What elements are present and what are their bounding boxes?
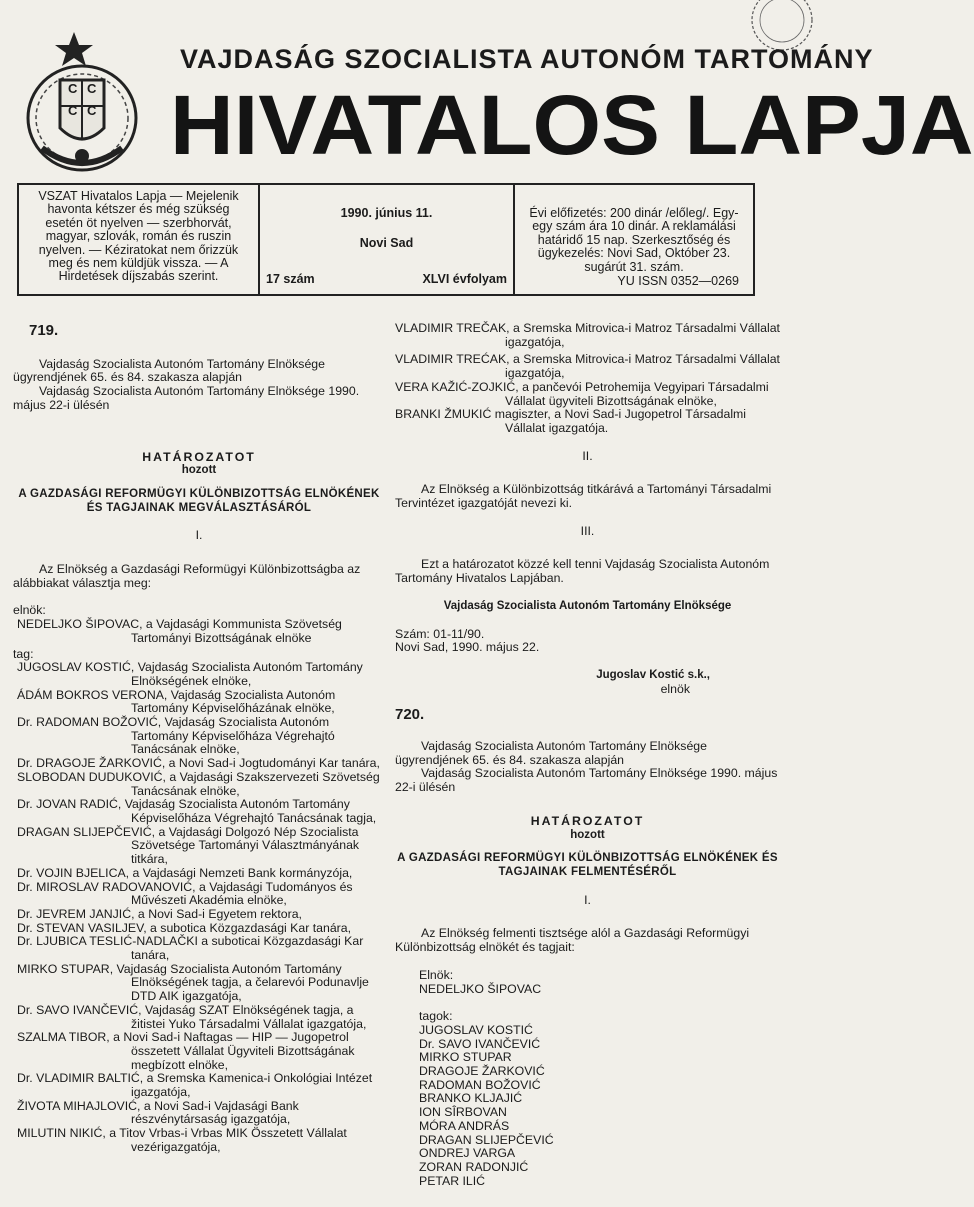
list-item: RADOMAN BOŽOVIĆ — [419, 1077, 541, 1092]
publication-info-box — [17, 183, 755, 296]
list-item: ZORAN RADONJIĆ — [419, 1159, 529, 1174]
issn-number: YU ISSN 0352—0269 — [617, 273, 739, 288]
decision-720-chair-label: Elnök: — [419, 967, 454, 982]
subscription-text: Évi előfizetés: 200 dinár /előleg/. Egy-egy szám ára 10 dinár. A reklamálási határidő 15 nap. Szerkesztőség és ügykezelés: Novi Sad, Október 23. sugárút 31. szám. — [529, 206, 739, 274]
member-entry: Dr. JEVREM JANJIĆ, a Novi Sad-i Egyetem rektora, — [17, 906, 302, 921]
signer-title: elnök — [660, 681, 690, 696]
member-entry: BRANKI ŽMUKIĆ magiszter, a Novi Sad-i Jugopetrol Társadalmi Vállalat igazgatója. — [395, 407, 747, 435]
decision-719-signature — [395, 669, 780, 696]
masthead-title: HIVATALOS LAPJA — [170, 78, 974, 172]
decision-719-heading: A GAZDASÁGI REFORMÜGYI KÜLÖNBIZOTTSÁG ELNÖKÉNEK ÉS TAGJAINAK MEGVÁLASZTÁSÁRÓL — [18, 487, 380, 514]
member-entry: JUGOSLAV KOSTIĆ, Vajdaság Szocialista Autonóm Tartomány Elnökségének elnöke, — [17, 660, 363, 688]
decision-720-member-label: tagok: — [419, 1009, 453, 1024]
decision-719-hozott: hozott — [181, 464, 217, 477]
member-entry: Dr. VOJIN BJELICA, a Vajdasági Nemzeti Bank kormányzója, — [17, 865, 353, 880]
decision-719-preamble-2: Vajdaság Szocialista Autonóm Tartomány Elnöksége 1990. május 22-i ülésén — [13, 384, 360, 412]
list-item: MIRKO STUPAR — [419, 1050, 512, 1065]
right-column — [395, 322, 780, 1188]
member-entry: DRAGAN SLIJEPČEVIĆ, a Vajdasági Dolgozó Nép Szocialista Szövetsége Tartományi Választmányának titkára, — [17, 824, 360, 867]
list-item: Dr. SAVO IVANČEVIĆ — [419, 1036, 541, 1051]
member-entry: VERA KAŽIĆ-ZOJKIĆ, a pančevói Petrohemija Vegyipari Társadalmi Vállalat ügyviteli Bizottságának elnöke, — [395, 379, 769, 408]
publication-about: VSZAT Hivatalos Lapja — Mejelenik havonta kétszer és még szükség esetén öt nyelven — szerbhorvát, magyar, szlovák, román és ruszin nyelven. — Kéziratokat nem őrizzük meg és nem küldjük vissza. — A Hirdetések díjszabás szerint. — [19, 185, 260, 294]
member-entry: VLADIMIR TREČAK, a Sremska Mitrovica-i Matroz Társadalmi Vállalat igazgatója, — [395, 321, 780, 349]
decision-719-chair: NEDELJKO ŠIPOVAC, a Vajdasági Kommunista Szövetség Tartományi Bizottságának elnöke — [17, 617, 342, 645]
decision-719-text-3: Ezt a határozatot közzé kell tenni Vajdaság Szocialista Autonóm Tartomány Hivatalos Lapjában. — [395, 557, 770, 586]
member-entry: Dr. STEVAN VASILJEV, a subotica Közgazdasági Kar tanára, — [17, 920, 352, 935]
member-entry: ŽIVOTA MIHAJLOVIĆ, a Novi Sad-i Vajdasági Bank részvénytársaság igazgatója, — [17, 1098, 299, 1127]
list-item: ONDREJ VARGA — [419, 1146, 516, 1161]
member-entry: Dr. LJUBICA TESLIĆ-NADLAČKI a suboticai Közgazdasági Kar tanára, — [17, 934, 364, 963]
member-entry: Dr. JOVAN RADIĆ, Vajdaság Szocialista Autonóm Tartomány Képviselőháza Végrehajtó Tanácsának tagja, — [17, 797, 377, 825]
decision-719-section-3: III. — [580, 523, 595, 538]
issue-date: 1990. június 11. — [340, 206, 433, 220]
masthead-top-line: VAJDASÁG SZOCIALISTA AUTONÓM TARTOMÁNY — [180, 44, 874, 74]
decision-720-section-1: I. — [584, 892, 591, 907]
member-entry: Dr. DRAGOJE ŽARKOVIĆ, a Novi Sad-i Jogtudományi Kar tanára, — [17, 756, 380, 771]
member-entry: Dr. RADOMAN BOŽOVIĆ, Vajdaság Szocialista Autonóm Tartomány Képviselőháza Végrehajtó Tanácsának elnöke, — [17, 715, 335, 757]
decision-720-preamble-1: Vajdaság Szocialista Autonóm Tartomány Elnöksége ügyrendjének 65. és 84. szakasza alapján — [395, 739, 707, 767]
member-entry: Dr. SAVO IVANČEVIĆ, Vajdaság SZAT Elnökségének tagja, a žitistei Yuko Társadalmi Vállalat igazgatója, — [17, 1002, 367, 1031]
list-item: DRAGAN SLIJEPČEVIĆ — [419, 1132, 554, 1147]
decision-720-number: 720. — [395, 706, 425, 724]
member-entry: MIRKO STUPAR, Vajdaság Szocialista Autonóm Tartomány Elnökségének tagja, a čelarevói Podunavlje DTD AIK igazgatója, — [17, 961, 369, 1004]
decision-719-intro: Az Elnökség a Gazdasági Reformügyi Különbizottságba az alábbiakat választja meg: — [13, 562, 361, 590]
decision-719-title: HATÁROZATOT — [142, 449, 256, 464]
member-entry: MILUTIN NIKIĆ, a Titov Vrbas-i Vrbas MIK Összetett Vállalat vezérigazgatója, — [17, 1126, 347, 1154]
subscription-info — [515, 185, 753, 294]
decision-719-ref-date: Novi Sad, 1990. május 22. — [395, 640, 540, 655]
issue-volume: XLVI évfolyam — [422, 271, 507, 286]
list-item: ION SÎRBOVAN — [419, 1105, 507, 1120]
decision-719-signer-org: Vajdaság Szocialista Autonóm Tartomány Elnöksége — [443, 599, 732, 612]
member-entry: Dr. MIROSLAV RADOVANOVIĆ, a Vajdasági Tudományos és Művészeti Akadémia elnöke, — [17, 879, 353, 908]
issue-number: 17 szám — [266, 271, 315, 286]
member-entry: SZALMA TIBOR, a Novi Sad-i Naftagas — HIP — Jugopetrol összetett Vállalat Ügyviteli Bizottságának megbízott elnöke, — [17, 1030, 355, 1072]
decision-720-intro: Az Elnökség felmenti tisztsége alól a Gazdasági Reformügyi Különbizottság elnökét és tagjait: — [395, 926, 750, 955]
list-item: PETAR ILIĆ — [419, 1173, 486, 1188]
member-entry: ÁDÁM BOKROS VERONA, Vajdaság Szocialista Autonóm Tartomány Képviselőházának elnöke, — [17, 687, 336, 716]
list-item: BRANKO KLJAJIĆ — [419, 1091, 523, 1106]
decision-719-member-label: tag: — [13, 646, 34, 661]
decision-719-chair-label: elnök: — [13, 603, 46, 618]
emblem-letters: C C C C — [68, 81, 97, 118]
decision-719-number: 719. — [29, 322, 59, 339]
member-entry: Dr. VLADIMIR BALTIĆ, a Sremska Kamenica-i Onkológiai Intézet igazgatója, — [17, 1071, 373, 1100]
left-column — [13, 314, 385, 1155]
decision-720-heading: A GAZDASÁGI REFORMÜGYI KÜLÖNBIZOTTSÁG ELNÖKÉNEK ÉS TAGJAINAK FELMENTÉSÉRŐL — [397, 852, 778, 878]
issue-place: Novi Sad — [359, 236, 414, 250]
list-item: DRAGOJE ŽARKOVIĆ — [419, 1064, 545, 1079]
decision-720-chair: NEDELJKO ŠIPOVAC — [419, 981, 542, 996]
list-item: JUGOSLAV KOSTIĆ — [419, 1022, 533, 1037]
decision-719-preamble-1: Vajdaság Szocialista Autonóm Tartomány Elnöksége ügyrendjének 65. és 84. szakasza alapján — [13, 356, 325, 385]
list-item: MÓRA ANDRÁS — [419, 1118, 510, 1133]
decision-720-hozott: hozott — [570, 828, 605, 841]
decision-720-preamble-2: Vajdaság Szocialista Autonóm Tartomány Elnöksége 1990. május 22-i ülésén — [395, 766, 778, 795]
decision-719-ref-no: Szám: 01-11/90. — [395, 626, 485, 641]
decision-720-title: HATÁROZATOT — [530, 813, 645, 828]
decision-719-section-2: II. — [582, 448, 593, 463]
decision-719-text-2: Az Elnökség a Különbizottság titkárává a Tartományi Társadalmi Tervintézet igazgatóját nevezi ki. — [395, 482, 772, 511]
signer-name: Jugoslav Kostić s.k., — [596, 668, 710, 681]
issue-details — [260, 185, 515, 294]
member-entry: VLADIMIR TREĆAK, a Sremska Mitrovica-i Matroz Társadalmi Vállalat igazgatója, — [395, 352, 780, 381]
decision-719-section-1: I. — [195, 528, 203, 543]
member-entry: SLOBODAN DUDUKOVIĆ, a Vajdasági Szakszervezeti Szövetség Tanácsának elnöke, — [17, 769, 380, 798]
